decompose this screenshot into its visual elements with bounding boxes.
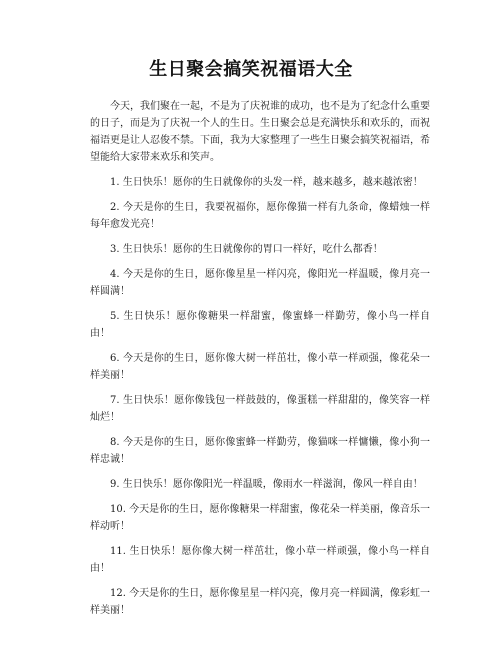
wish-item-2: 2. 今天是你的生日，我要祝福你，愿你像猫一样有九条命，像蜡烛一样每年愈发光亮！ xyxy=(90,202,430,230)
intro-paragraph: 今天，我们聚在一起，不是为了庆祝谁的成功，也不是为了纪念什么重要的日子，而是为了庆祝一个人的生日。生日聚会总是充满快乐和欢乐的，而祝福语更是让人忍俊不禁。下面，我为大家整理了一些生日聚会搞笑祝福语，希望能给大家带来欢乐和笑声。 xyxy=(90,101,430,163)
wish-item-5: 5. 生日快乐！愿你像糖果一样甜蜜，像蜜蜂一样勤劳，像小鸟一样自由！ xyxy=(90,311,430,339)
document-body xyxy=(90,98,430,619)
wish-item-3: 3. 生日快乐！愿你的生日就像你的胃口一样好，吃什么都香！ xyxy=(110,244,383,255)
wish-item-1: 1. 生日快乐！愿你的生日就像你的头发一样，越来越多，越来越浓密！ xyxy=(110,177,423,188)
wish-item-4: 4. 今天是你的生日，愿你像星星一样闪亮，像阳光一样温暖，像月亮一样圆满！ xyxy=(90,269,430,297)
wish-item-10: 10. 今天是你的生日，愿你像糖果一样甜蜜，像花朵一样美丽，像音乐一样动听！ xyxy=(90,504,430,532)
wish-item-6: 6. 今天是你的生日，愿你像大树一样茁壮，像小草一样顽强，像花朵一样美丽！ xyxy=(90,353,430,381)
wish-item-8: 8. 今天是你的生日，愿你像蜜蜂一样勤劳，像猫咪一样慵懒，像小狗一样忠诚！ xyxy=(90,437,430,465)
wish-item-7: 7. 生日快乐！愿你像钱包一样鼓鼓的，像蛋糕一样甜甜的，像笑容一样灿烂！ xyxy=(90,395,430,423)
wish-item-9: 9. 生日快乐！愿你像阳光一样温暖，像雨水一样滋润，像风一样自由！ xyxy=(110,479,423,490)
wish-item-12: 12. 今天是你的生日，愿你像星星一样闪亮，像月亮一样圆满，像彩虹一样美丽！ xyxy=(90,588,430,616)
document-title: 生日聚会搞笑祝福语大全 xyxy=(149,59,353,80)
wish-item-11: 11. 生日快乐！愿你像大树一样茁壮，像小草一样顽强，像小鸟一样自由！ xyxy=(90,546,430,574)
